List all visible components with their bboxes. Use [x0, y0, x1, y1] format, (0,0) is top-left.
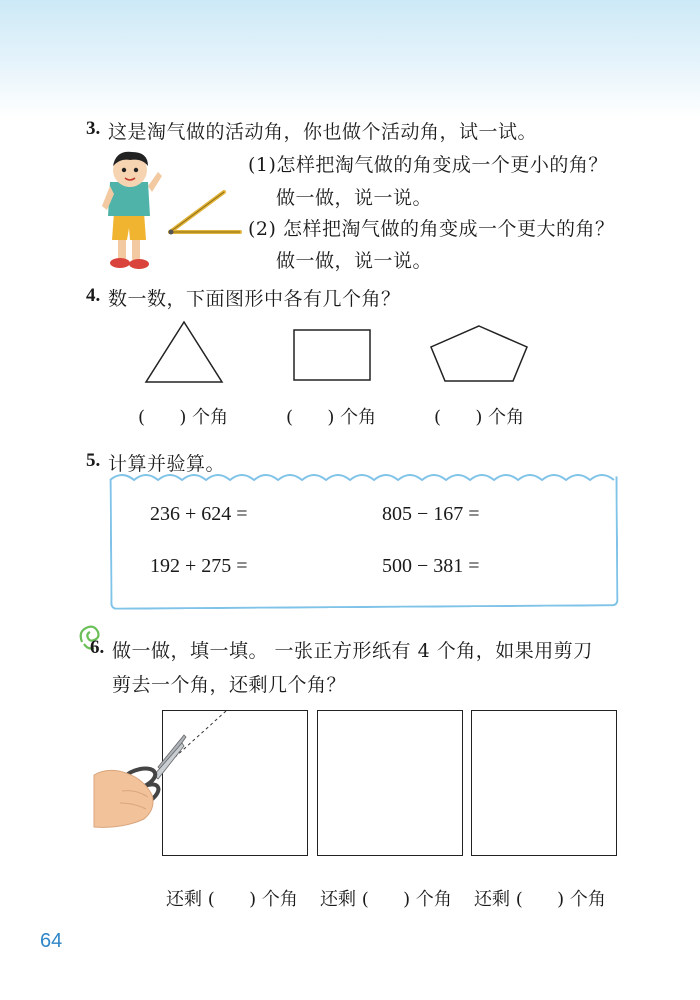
q4-answer-2: ( ) 个角: [286, 407, 377, 428]
pentagon-shape: [431, 326, 527, 381]
q4-text: 数一数，下面图形中各有几个角？: [108, 288, 401, 310]
calculation-box: [110, 476, 619, 610]
q4-answer-1: ( ) 个角: [138, 407, 229, 428]
triangle-shape: [146, 322, 222, 382]
q5-number: 5.: [86, 450, 101, 471]
page-number: 64: [40, 930, 63, 952]
q4-shapes: [140, 318, 540, 388]
q4-number: 4.: [86, 285, 101, 306]
q6-answer-2: 还剩 ( ) 个角: [320, 889, 452, 910]
q3-sub1-hint: 做一做，说一说。: [276, 187, 433, 209]
q3-sub2-hint: 做一做，说一说。: [276, 250, 433, 272]
q6-answer-1: 还剩 ( ) 个角: [166, 889, 298, 910]
q6-text-line2: 剪去一个角，还剩几个角？: [112, 674, 347, 696]
q6-number: 6.: [90, 637, 105, 658]
q3-text: 这是淘气做的活动角，你也做个活动角，试一试。: [108, 121, 538, 143]
calc-expr-3: 192 + 275 =: [150, 555, 248, 577]
square-paper-3: [471, 710, 617, 856]
q6-answer-3: 还剩 ( ) 个角: [474, 889, 606, 910]
boy-illustration: [92, 148, 242, 276]
q3-sub2: (2) 怎样把淘气做的角变成一个更大的角？: [248, 218, 615, 240]
q5-text: 计算并验算。: [108, 453, 226, 475]
square-paper-2: [317, 710, 463, 856]
header-band: [0, 0, 700, 118]
q4-answer-3: ( ) 个角: [434, 407, 525, 428]
rectangle-shape: [294, 330, 370, 380]
q6-text-line1: 做一做，填一填。 一张正方形纸有 4 个角，如果用剪刀: [112, 640, 593, 662]
calc-expr-1: 236 + 624 =: [150, 503, 248, 525]
scissors-illustration: [92, 705, 242, 835]
q3-number: 3.: [86, 118, 101, 139]
calc-expr-4: 500 − 381 =: [382, 555, 480, 577]
q3-sub1: (1)怎样把淘气做的角变成一个更小的角？: [248, 154, 608, 176]
calc-expr-2: 805 − 167 =: [382, 503, 480, 525]
